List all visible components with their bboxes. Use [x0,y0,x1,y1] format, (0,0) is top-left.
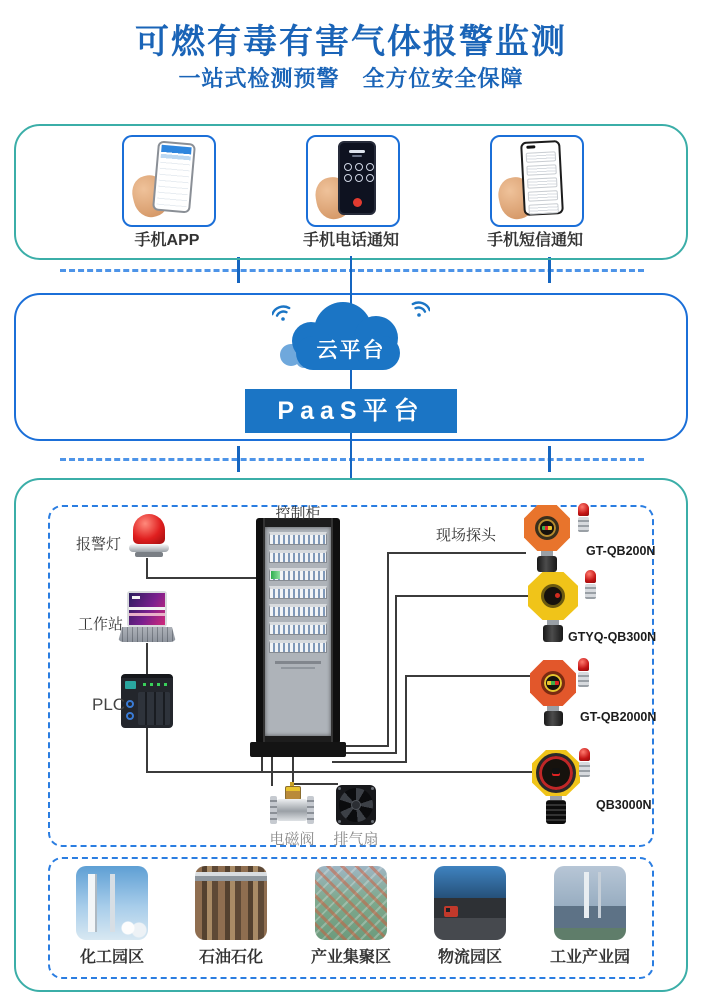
detector-model-label: GT-QB2000N [580,710,657,724]
site-label: 石油石化 [198,949,263,966]
detector-beacon-icon [584,570,597,599]
page-subtitle: 一站式检测预警 全方位安全保障 [178,66,524,91]
cloud-platform-label: 云平台 [316,339,386,362]
control-cabinet-image [256,518,340,744]
connector-tick [237,257,240,283]
site-label: 化工园区 [79,949,144,966]
solenoid-valve-image [270,782,314,828]
site-label: 物流园区 [437,949,502,966]
truck-icon [444,906,458,917]
detector-model-label: GTYQ-QB300N [568,630,657,644]
paas-platform-bar: PaaS平台 [245,389,457,433]
phone-card-sms [490,135,584,227]
connector-tick [548,446,551,472]
site-image-industrial-park [554,866,626,940]
site-image-chemical-park [76,866,148,940]
plc-image [121,674,173,728]
connector-tick [237,446,240,472]
control-cabinet-label: 控制柜 [275,505,321,522]
phone-app-screen [152,140,196,213]
site-image-logistics-park [434,866,506,940]
phone-card-call [306,135,400,227]
workstation-image [118,591,176,643]
phone-call-label: 手机电话通知 [302,232,399,249]
detector-beacon-icon [577,503,590,532]
wifi-signal-right-icon [404,300,430,326]
exhaust-fan-image [336,785,376,825]
detector-model-label: GT-QB200N [586,544,656,558]
site-label: 工业产业园 [549,949,630,966]
wifi-signal-left-icon [272,304,298,330]
cabinet-base [250,742,346,757]
phone-sms-screen [520,140,564,216]
phone-card-app [122,135,216,227]
camera-notch-icon [526,145,535,148]
phone-sms-label: 手机短信通知 [486,232,583,249]
phone-app-label: 手机APP [134,232,200,249]
dashed-separator-bottom [60,458,644,461]
exhaust-fan-label: 排气扇 [333,831,379,848]
field-probes-label: 现场探头 [436,527,497,544]
solenoid-valve-label: 电磁阀 [269,831,315,848]
plc-label: PLC [92,695,126,714]
site-image-industry-cluster [315,866,387,940]
connector-tick [548,257,551,283]
dashed-separator-top [60,269,644,272]
site-label: 产业集聚区 [310,949,391,966]
alarm-light-image [129,514,169,560]
alarm-light-label: 报警灯 [76,536,122,553]
page-title: 可燃有毒有害气体报警监测 [135,23,567,61]
hangup-icon [353,198,362,207]
phone-call-screen [338,141,376,215]
workstation-label: 工作站 [78,616,124,633]
detector-model-label: QB3000N [596,798,652,812]
detector-beacon-icon [578,748,591,777]
detector-beacon-icon [577,658,590,687]
site-image-petrochemical [195,866,267,940]
